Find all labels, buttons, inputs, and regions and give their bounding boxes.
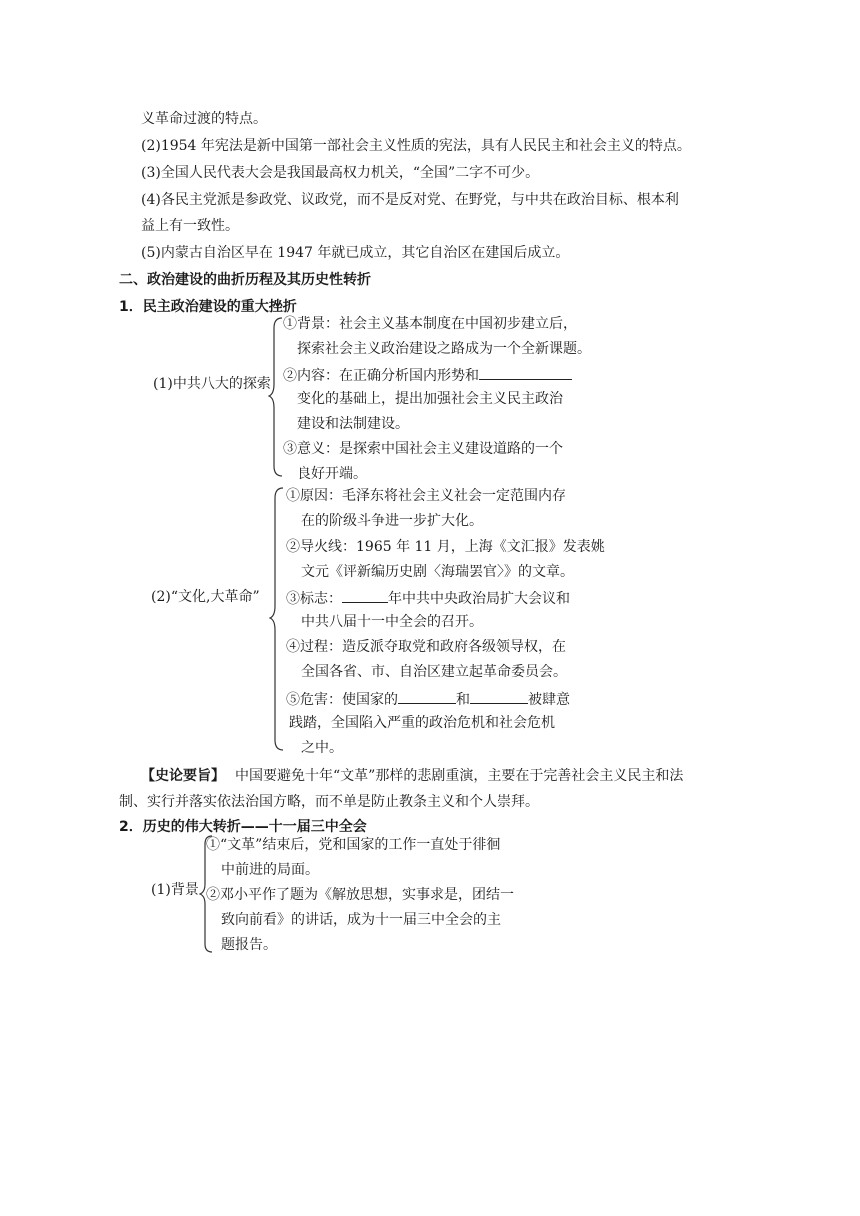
note-2: (2)1954 年宪法是新中国第一部社会主义性质的宪法，具有人民民主和社会主义的特点。 [141, 138, 691, 154]
eighth-congress-label: (1)中共八大的探索 [153, 376, 271, 392]
cr-item-2b: 文元《评新编历史剧〈海瑞罢官〉》的文章。 [301, 564, 574, 580]
bg-item-2c: 题报告。 [221, 937, 277, 953]
gist-line1: 【史论要旨】 中国要避免十年“文革”那样的悲剧重演，主要在于完善社会主义民主和法 [141, 768, 684, 784]
cr-item-5c: 之中。 [301, 740, 343, 756]
note-4-line1: (4)各民主党派是参政党、议政党，而不是反对党、在野党，与中共在政治目标、根本利 [141, 192, 679, 208]
blank-fill-in[interactable] [470, 688, 528, 704]
eighth-item-1a: ①背景：社会主义基本制度在中国初步建立后， [283, 316, 577, 332]
eighth-item-3b: 良好开端。 [297, 466, 367, 482]
cr-item-5b: 践踏，全国陷入严重的政治危机和社会危机 [289, 715, 555, 731]
cr-item-3b: 中共八届十一中全会的召开。 [301, 614, 483, 630]
cultural-revolution-label: (2)“文化,大革命” [151, 589, 260, 605]
cr-item-1b: 在的阶级斗争进一步扩大化。 [301, 513, 483, 529]
eighth-item-1b: 探索社会主义政治建设之路成为一个全新课题。 [297, 341, 591, 357]
background-label: (1)背景 [151, 882, 199, 898]
note-5: (5)内蒙古自治区早在 1947 年就已成立，其它自治区在建国后成立。 [141, 245, 570, 261]
blank-fill-in[interactable] [479, 364, 572, 380]
section-heading: 二、政治建设的曲折历程及其历史性转折 [119, 272, 371, 288]
bg-item-2b: 致向前看》的讲话，成为十一届三中全会的主 [221, 912, 501, 928]
note-4-line2: 益上有一致性。 [141, 218, 239, 234]
brace-cultural-revolution [269, 486, 287, 752]
eighth-item-2a: ②内容：在正确分析国内形势和 [283, 364, 572, 386]
blank-fill-in[interactable] [398, 688, 456, 704]
blank-fill-in[interactable] [342, 587, 388, 603]
bg-item-2a: ②邓小平作了题为《解放思想，实事求是，团结一 [206, 887, 514, 903]
cr-item-4b: 全国各省、市、自治区建立起革命委员会。 [301, 664, 567, 680]
eighth-item-3a: ③意义：是探索中国社会主义建设道路的一个 [283, 441, 563, 457]
cr-item-5a: ⑤危害：使国家的 和 被肆意 [286, 688, 570, 710]
cr-item-4a: ④过程：造反派夺取党和政府各级领导权，在 [286, 639, 566, 655]
cr-item-3a: ③标志： 年中共中央政治局扩大会议和 [286, 587, 570, 609]
subheading-turning-point: 2．历史的伟大转折——十一届三中全会 [119, 819, 367, 835]
bg-item-1b: 中前进的局面。 [221, 862, 319, 878]
cr-item-2a: ②导火线：1965 年 11 月，上海《文汇报》发表姚 [286, 539, 605, 555]
note-line-continuation: 义革命过渡的特点。 [141, 111, 267, 127]
gist-line2: 制、实行并落实依法治国方略，而不单是防止教条主义和个人崇拜。 [119, 794, 539, 810]
bg-item-1a: ①“文革”结束后，党和国家的工作一直处于徘徊 [206, 837, 501, 853]
cr-item-1a: ①原因：毛泽东将社会主义社会一定范围内存 [286, 488, 566, 504]
eighth-item-2c: 建设和法制建设。 [297, 416, 409, 432]
note-3: (3)全国人民代表大会是我国最高权力机关，“全国”二字不可少。 [141, 165, 540, 181]
gist-tag: 【史论要旨】 [141, 768, 225, 784]
subheading-setbacks: 1．民主政治建设的重大挫折 [119, 299, 297, 315]
eighth-item-2b: 变化的基础上，提出加强社会主义民主政治 [297, 391, 563, 407]
